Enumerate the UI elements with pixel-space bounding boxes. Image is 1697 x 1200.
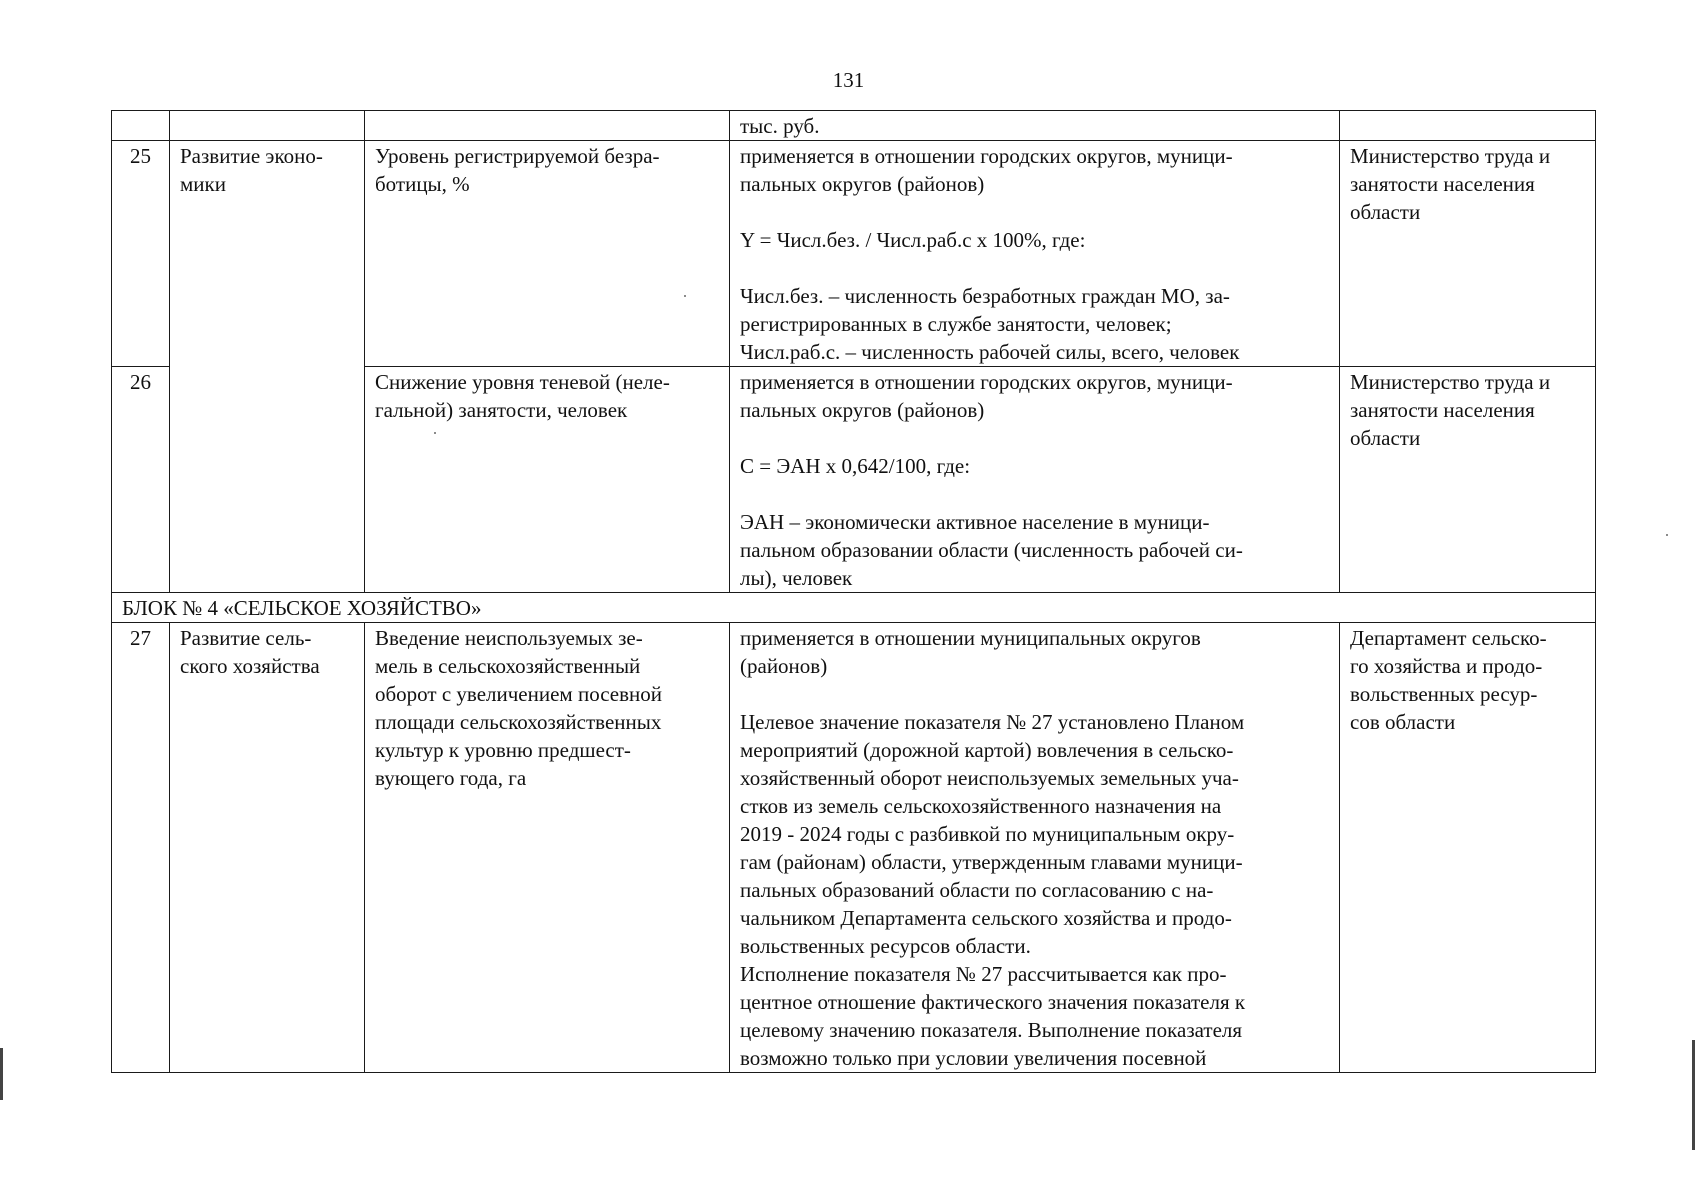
method-definition: Числ.раб.с. – численность рабочей силы, всего, человек <box>740 340 1240 364</box>
scan-edge-mark <box>0 1048 3 1100</box>
scan-speck <box>434 432 436 434</box>
responsible-text: Министерство труда и занятости населения области <box>1350 370 1551 450</box>
indicator-text: Снижение уровня теневой (неле- гальной) занятости, человек <box>375 370 670 422</box>
indicator-text: Уровень регистрируемой безра- ботицы, % <box>375 144 660 196</box>
method-intro: применяется в отношении городских округов, муници- пальных округов (районов) <box>740 370 1233 422</box>
direction-cell <box>170 623 365 1073</box>
continuation-note: тыс. руб. <box>740 114 820 138</box>
responsible-cell <box>1340 623 1596 1073</box>
row-number: 26 <box>112 367 170 593</box>
block-header-row <box>112 593 1596 623</box>
direction-cell <box>170 141 365 593</box>
method-intro: применяется в отношении городских округов, муници- пальных округов (районов) <box>740 144 1233 196</box>
method-definition: Числ.без. – численность безработных граждан МО, за- регистрированных в службе занятости, человек; <box>740 284 1230 336</box>
cell-direction <box>170 111 365 141</box>
responsible-cell <box>1340 367 1596 593</box>
table-row-continuation <box>112 111 1596 141</box>
indicators-table <box>111 110 1596 1073</box>
row-number: 25 <box>112 141 170 367</box>
responsible-text: Департамент сельско- го хозяйства и продо- вольственных ресур- сов области <box>1350 626 1547 734</box>
cell-method <box>730 111 1340 141</box>
scan-speck <box>1666 534 1668 536</box>
scan-speck <box>684 295 686 297</box>
method-intro: применяется в отношении муниципальных округов (районов) <box>740 626 1201 678</box>
indicator-cell <box>365 367 730 593</box>
method-definition: ЭАН – экономически активное население в муници- пальном образовании области (численность рабочей си- лы), человек <box>740 510 1243 590</box>
method-paragraph: Исполнение показателя № 27 рассчитывается как про- центное отношение фактического значения показателя к целевому значению показателя. Выполнение показателя возможно только при условии увеличения посевной <box>740 962 1246 1070</box>
row-number: 27 <box>112 623 170 1073</box>
indicator-text: Введение неиспользуемых зе- мель в сельскохозяйственный оборот с увеличением посевной площади сельскохозяйственных культур к уровню предшест- вующего года, га <box>375 626 663 790</box>
method-cell <box>730 623 1340 1073</box>
indicator-cell <box>365 623 730 1073</box>
table-row <box>112 623 1596 1073</box>
table-row <box>112 141 1596 367</box>
direction-text: Развитие эконо- мики <box>180 144 323 196</box>
cell-responsible <box>1340 111 1596 141</box>
method-formula: Y = Числ.без. / Числ.раб.с х 100%, где: <box>740 228 1086 252</box>
page-number: 131 <box>832 68 865 92</box>
cell-indicator <box>365 111 730 141</box>
block-title: БЛОК № 4 «СЕЛЬСКОЕ ХОЗЯЙСТВО» <box>112 593 1596 623</box>
responsible-text: Министерство труда и занятости населения области <box>1350 144 1551 224</box>
method-cell <box>730 141 1340 367</box>
method-formula: С = ЭАН х 0,642/100, где: <box>740 454 971 478</box>
responsible-cell <box>1340 141 1596 367</box>
cell-num <box>112 111 170 141</box>
method-paragraph: Целевое значение показателя № 27 установлено Планом мероприятий (дорожной картой) вовлечения в сельско- хозяйственный оборот неиспользуемых земельных уча- стков из земель сельскохозяйственного назначения на 2019 - 2024 годы с разбивкой по муниципальным окру- гам (районам) области, утвержденным главами муници- пальных образований области по согласованию с на- чальником Департамента сельского хозяйства и продо- вольственных ресурсов области. <box>740 710 1245 958</box>
scan-edge-mark <box>1692 1040 1695 1150</box>
direction-text: Развитие сель- ского хозяйства <box>180 626 320 678</box>
method-cell <box>730 367 1340 593</box>
indicator-cell <box>365 141 730 367</box>
